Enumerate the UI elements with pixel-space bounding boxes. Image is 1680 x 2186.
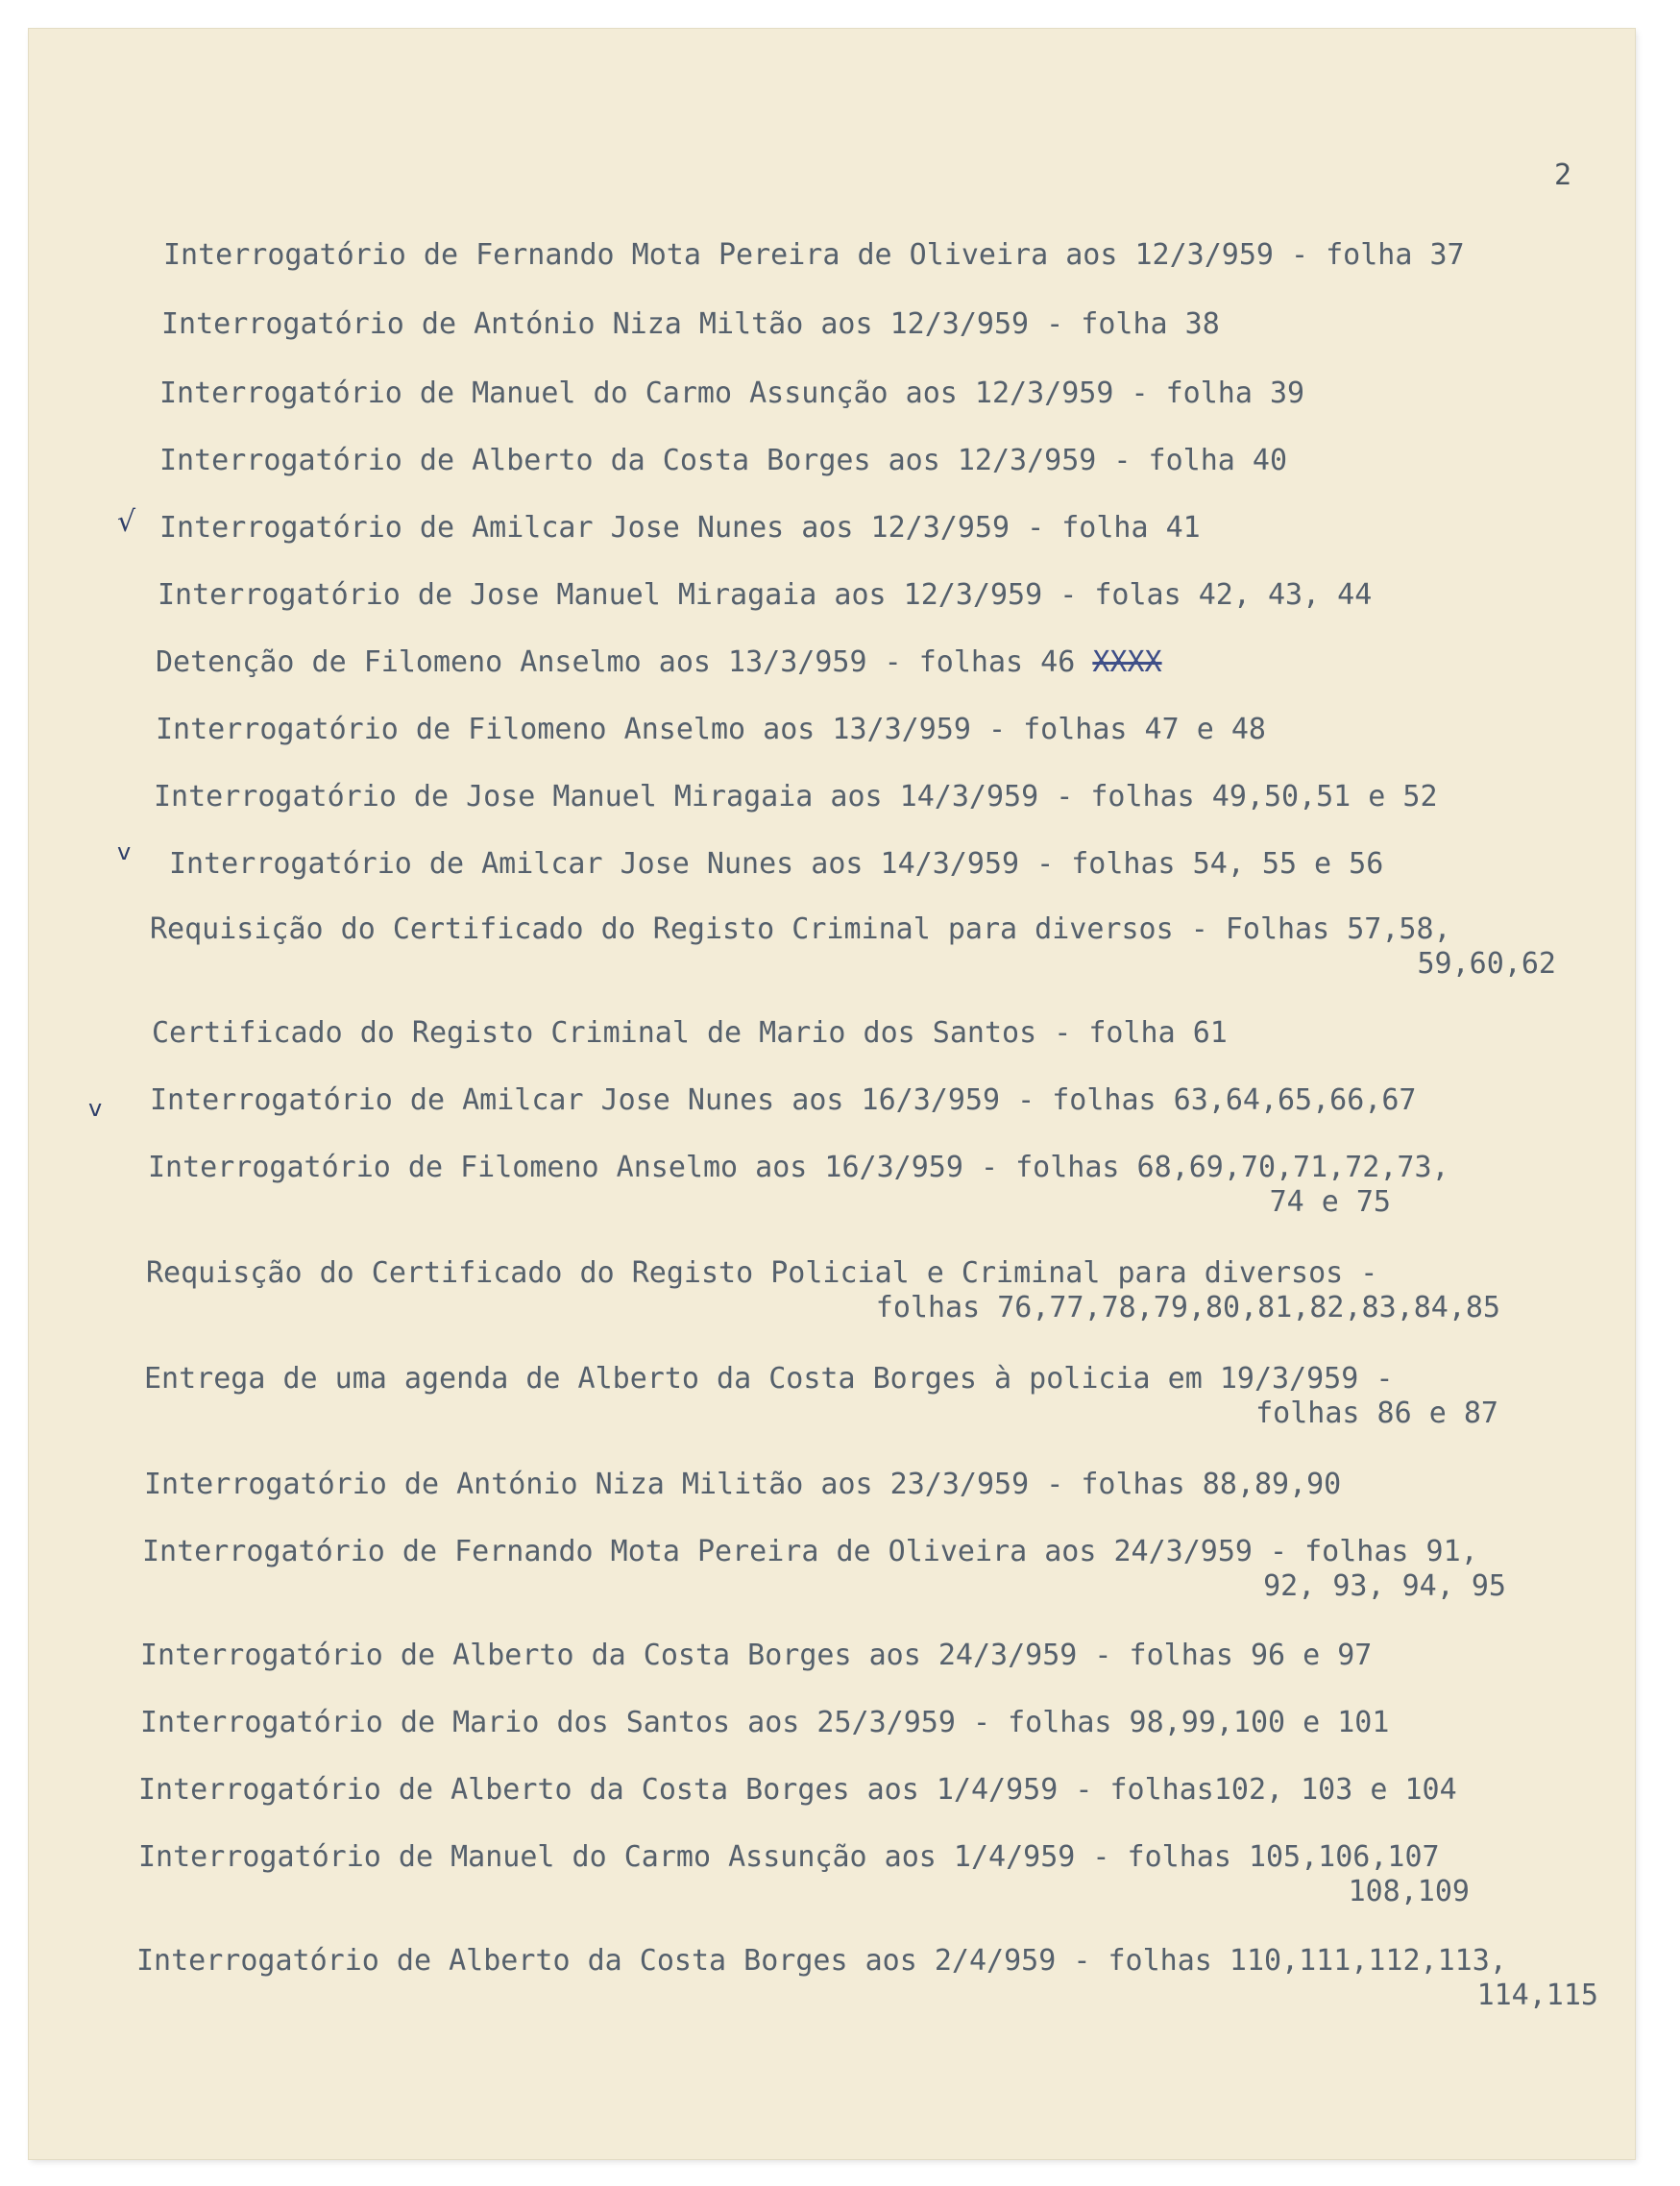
entry-text: Interrogatório de Amilcar Jose Nunes aos 14/3/959 - folhas 54, 55 e 56 (169, 847, 1384, 881)
entry (144, 1362, 1604, 1431)
entry-text: Interrogatório de Mario dos Santos aos 25/3/959 - folhas 98,99,100 e 101 (140, 1706, 1390, 1739)
entry (142, 1535, 1602, 1604)
entry-text: Interrogatório de Jose Manuel Miragaia aos 14/3/959 - folhas 49,50,51 e 52 (154, 780, 1438, 814)
entry (159, 444, 1287, 478)
entry-text: Interrogatório de Amilcar Jose Nunes aos 12/3/959 - folha 41 (159, 511, 1201, 545)
page-number: 2 (1554, 158, 1572, 192)
entry (154, 780, 1438, 814)
entry-text: Interrogatório de Alberto da Costa Borges aos 2/4/959 - folhas 110,111,112,113, (136, 1944, 1507, 1978)
entry (138, 1773, 1457, 1808)
entry-text: Interrogatório de Fernando Mota Pereira de Oliveira aos 12/3/959 - folha 37 (163, 238, 1465, 272)
struck-text: XXXX (1092, 645, 1162, 679)
entry (156, 645, 1162, 680)
entry-continuation: 92, 93, 94, 95 (1263, 1569, 1506, 1603)
entry (161, 307, 1220, 342)
entry (136, 1944, 1606, 2013)
entry-text: Interrogatório de Manuel do Carmo Assunção aos 12/3/959 - folha 39 (159, 376, 1305, 410)
entry (152, 1016, 1228, 1051)
entry (163, 238, 1465, 273)
entry-text: Interrogatório de Filomeno Anselmo aos 13/3/959 - folhas 47 e 48 (156, 713, 1266, 746)
entry-continuation: folhas 76,77,78,79,80,81,82,83,84,85 (875, 1291, 1500, 1324)
entry (159, 511, 1201, 546)
entry-text: Interrogatório de António Niza Militão aos 23/3/959 - folhas 88,89,90 (144, 1468, 1342, 1501)
entry (140, 1639, 1372, 1673)
entry-continuation: folhas 86 e 87 (1255, 1397, 1498, 1430)
document-page (29, 29, 1635, 2159)
entry-continuation: 74 e 75 (1269, 1185, 1391, 1219)
entry-text: Interrogatório de Alberto da Costa Borges aos 1/4/959 - folhas102, 103 e 104 (138, 1773, 1457, 1807)
entry (144, 1468, 1341, 1502)
tick-mark: v (88, 1095, 103, 1122)
entry (169, 847, 1383, 882)
entry-text: Interrogatório de António Niza Miltão aos 12/3/959 - folha 38 (161, 307, 1220, 341)
entry-text: Interrogatório de Alberto da Costa Borges aos 24/3/959 - folhas 96 e 97 (140, 1639, 1373, 1672)
entry (148, 1151, 1608, 1220)
check-mark: √ (117, 505, 136, 539)
entry-continuation: 59,60,62 (1417, 947, 1556, 981)
entry-continuation: 108,109 (1348, 1875, 1470, 1908)
entry-text: Interrogatório de Jose Manuel Miragaia aos 12/3/959 - folas 42, 43, 44 (158, 578, 1373, 612)
entry (150, 912, 1610, 982)
entry-text: Entrega de uma agenda de Alberto da Costa Borges à policia em 19/3/959 - (144, 1362, 1394, 1396)
entry (158, 578, 1372, 613)
tick-mark: v (117, 838, 132, 865)
entry-text: Interrogatório de Fernando Mota Pereira de Oliveira aos 24/3/959 - folhas 91, (142, 1535, 1478, 1568)
entry-continuation: 114,115 (1476, 1979, 1598, 2012)
entry (159, 376, 1304, 411)
entry-text: Interrogatório de Filomeno Anselmo aos 16/3/959 - folhas 68,69,70,71,72,73, (148, 1151, 1449, 1184)
entry (156, 713, 1266, 747)
entry (146, 1256, 1606, 1325)
entry-text: Interrogatório de Amilcar Jose Nunes aos 16/3/959 - folhas 63,64,65,66,67 (150, 1083, 1417, 1117)
entry-text: Requisção do Certificado do Registo Policial e Criminal para diversos - (146, 1256, 1378, 1290)
entry (150, 1083, 1417, 1118)
entry-text: Certificado do Registo Criminal de Mario dos Santos - folha 61 (152, 1016, 1228, 1050)
entry-text: Detenção de Filomeno Anselmo aos 13/3/959 - folhas 46 (156, 645, 1076, 679)
entry-text: Interrogatório de Manuel do Carmo Assunção aos 1/4/959 - folhas 105,106,107 (138, 1840, 1440, 1874)
entry-text: Interrogatório de Alberto da Costa Borges aos 12/3/959 - folha 40 (159, 444, 1287, 477)
entry (140, 1706, 1389, 1740)
entry (138, 1840, 1598, 1909)
entry-text: Requisição do Certificado do Registo Criminal para diversos - Folhas 57,58, (150, 912, 1451, 946)
